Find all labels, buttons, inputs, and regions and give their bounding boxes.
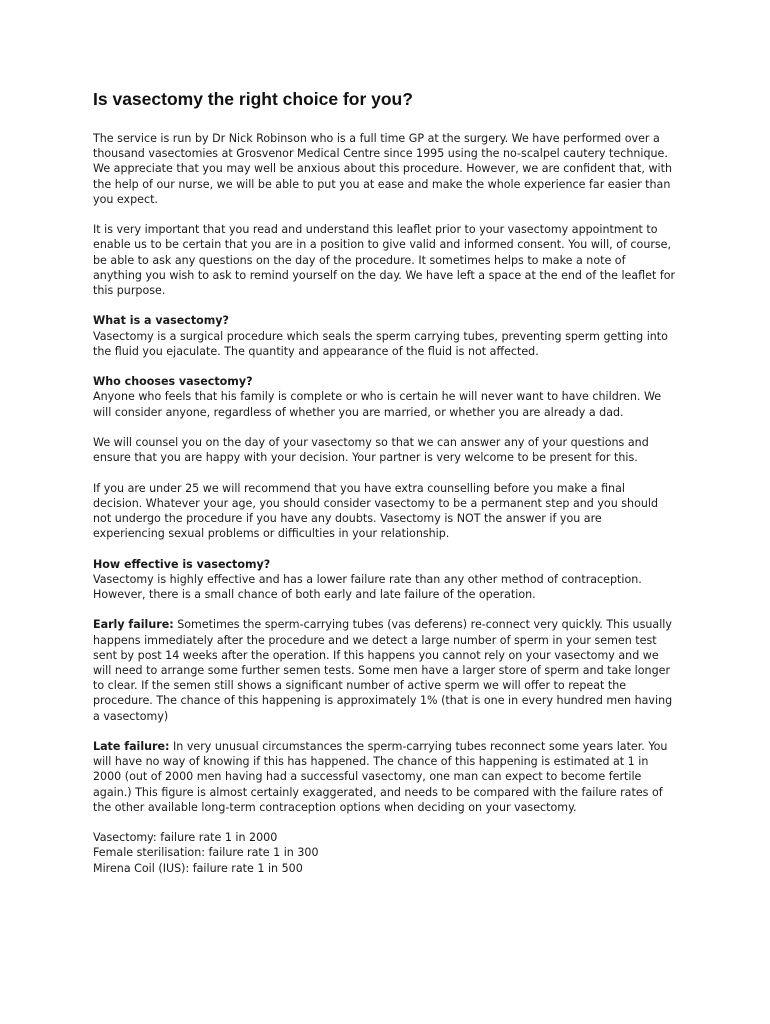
section-effective (93, 557, 677, 603)
who-paragraph-counsel: We will counsel you on the day of your vasectomy so that we can answer any of your questions and ensure that you are happy with your decision. Your partner is very welcome to be present for this. (93, 436, 649, 465)
intro-paragraph-1: The service is run by Dr Nick Robinson who is a full time GP at the surgery. We have performed over a thousand vasectomies at Grosvenor Medical Centre since 1995 using the no-scalpel cautery technique. We appreciate that you may well be anxious about this procedure. However, we are confident that, with the help of our nurse, we will be able to put you at ease and make the whole experience far easier than you expect. (93, 132, 672, 206)
early-failure-label: Early failure: (93, 618, 174, 632)
early-failure-paragraph (93, 617, 677, 723)
section-what-text: Vasectomy is a surgical procedure which seals the sperm carrying tubes, preventing sperm getting into the fluid you ejaculate. The quantity and appearance of the fluid is not affected. (93, 329, 668, 358)
late-failure-text: In very unusual circumstances the sperm-carrying tubes reconnect some years later. You will have no way of knowing if this has happened. The chance of this happening is estimated at 1 in 2000 (out of 2000 men having had a successful vasectomy, one man can expect to become fertile again.) This figure is almost certainly exaggerated, and needs to be compared with the failure rates of the other available long-term contraception options when deciding on your vasectomy. (93, 740, 668, 814)
late-failure-label: Late failure: (93, 740, 170, 753)
section-who (93, 374, 677, 420)
who-paragraph-under-25: If you are under 25 we will recommend that you have extra counselling before you make a final decision. Whatever your age, you should consider vasectomy to be a permanent step and you should not undergo the procedure if you have any doubts. Vasectomy is NOT the answer if you are experiencing sexual problems or difficulties in your relationship. (93, 481, 659, 541)
failure-rate-item: Female sterilisation: failure rate 1 in 300 (93, 846, 319, 860)
failure-rate-item: Vasectomy: failure rate 1 in 2000 (93, 831, 278, 845)
leaflet-page (93, 88, 677, 876)
late-failure-paragraph (93, 739, 677, 815)
page-title: Is vasectomy the right choice for you? (93, 89, 413, 109)
failure-rate-list (93, 830, 677, 876)
section-effective-heading: How effective is vasectomy? (93, 557, 271, 571)
section-what-heading: What is a vasectomy? (93, 314, 229, 328)
section-who-heading: Who chooses vasectomy? (93, 375, 253, 389)
section-who-text: Anyone who feels that his family is complete or who is certain he will never want to have children. We will consider anyone, regardless of whether you are married, or whether you are already a dad. (93, 390, 662, 419)
section-what (93, 313, 677, 359)
failure-rate-item: Mirena Coil (IUS): failure rate 1 in 500 (93, 861, 303, 875)
intro-paragraph-2: It is very important that you read and understand this leaflet prior to your vasectomy appointment to enable us to be certain that you are in a position to give valid and informed consent. You will, of course, be able to ask any questions on the day of the procedure. It sometimes helps to make a note of anything you wish to ask to remind yourself on the day. We have left a space at the end of the leaflet for this purpose. (93, 223, 676, 298)
section-effective-text: Vasectomy is highly effective and has a lower failure rate than any other method of contraception. However, there is a small chance of both early and late failure of the operation. (93, 572, 642, 601)
early-failure-text: Sometimes the sperm-carrying tubes (vas deferens) re-connect very quickly. This usually happens immediately after the procedure and we detect a large number of sperm in your semen test sent by post 14 weeks after the operation. If this happens you cannot rely on your vasectomy and we will need to arrange some further semen tests. Some men have a larger store of sperm and take longer to clear. If the semen still shows a significant number of active sperm we will offer to repeat the procedure. The chance of this happening is approximately 1% (that is one in every hundred men having a vasectomy) (93, 618, 673, 723)
